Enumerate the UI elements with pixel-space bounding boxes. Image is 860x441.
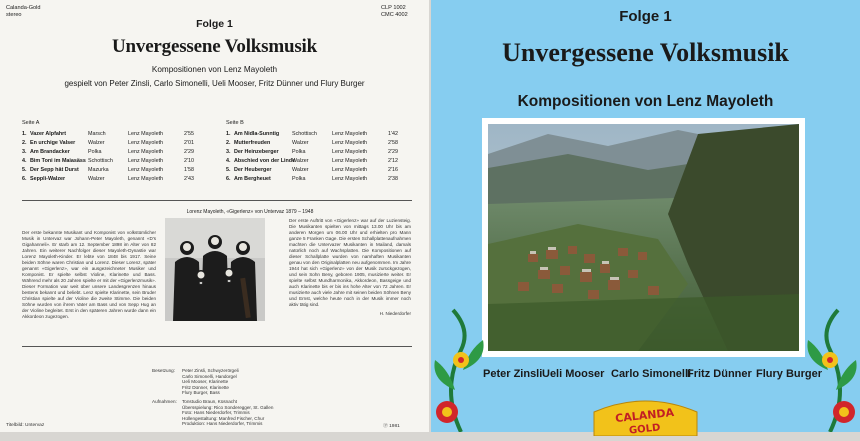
credits-values: [182, 399, 273, 427]
catalog-number-lp: CLP 1002: [381, 5, 406, 11]
credits-line: Foto: Hans Niederdorfer, Trimmis: [182, 410, 250, 416]
credits-values: [182, 368, 239, 396]
credits-line: Flury Burger, Bass: [182, 390, 220, 396]
track-title: Seppli-Walzer: [30, 176, 66, 182]
track-composer: Lenz Mayoleth: [128, 140, 164, 146]
front-performer-5: Flury Burger: [756, 368, 823, 380]
credits-group: [152, 368, 382, 396]
track-title: Am Nidla-Sunntig: [234, 131, 280, 137]
catalog-number-mc: CMC 4002: [381, 12, 408, 18]
side-a-label: Seite A: [22, 120, 40, 126]
track-time: 2'01: [184, 140, 195, 146]
label-block: [6, 5, 41, 19]
track-no: 2.: [22, 140, 27, 146]
track-type: Walzer: [292, 158, 309, 164]
track-type: Schottisch: [292, 131, 317, 137]
track-title: Der Heuberger: [234, 167, 272, 173]
track-composer: Lenz Mayoleth: [332, 158, 368, 164]
track-time: 1'42: [388, 131, 399, 137]
calanda-gold-logo: [588, 392, 703, 436]
back-subtitle: Kompositionen von Lenz Mayoleth: [151, 65, 278, 74]
track-composer: Lenz Mayoleth: [332, 140, 368, 146]
track-time: 2'58: [388, 140, 399, 146]
track-composer: Lenz Mayoleth: [128, 149, 164, 155]
track-composer: Lenz Mayoleth: [128, 131, 164, 137]
cover-photo-credit: Titelbild: Untervaz: [6, 423, 45, 428]
track-composer: Lenz Mayoleth: [332, 167, 368, 173]
credits-group: [152, 399, 382, 427]
track-time: 2'16: [388, 167, 399, 173]
right-flower-ornament: [790, 300, 860, 432]
track-no: 5.: [22, 167, 27, 173]
front-performer-4: Fritz Dünner: [687, 368, 752, 380]
credits-line: Produktion: Hans Niederdorfer, Trimmis: [182, 421, 263, 427]
back-performers: gespielt von Peter Zinsli, Carlo Simonelli, Ueli Mooser, Fritz Dünner und Flury Burger: [64, 79, 365, 88]
track-time: 2'43: [184, 176, 195, 182]
track-time: 2'29: [388, 149, 399, 155]
front-performer-3: Carlo Simonelli: [611, 368, 692, 380]
track-title: Am Brandacker: [30, 149, 70, 155]
back-title: Unvergessene Volksmusik: [112, 36, 317, 57]
track-title: Vazer Alpfahrt: [30, 131, 67, 137]
credits-line: Carlo Simonelli, Handorgel: [182, 373, 237, 379]
track-title: Mutterfreuden: [234, 140, 271, 146]
track-no: 1.: [226, 131, 231, 137]
track-composer: Lenz Mayoleth: [128, 167, 164, 173]
catalog-block: [381, 5, 408, 19]
track-type: Marsch: [88, 131, 106, 137]
credits-key: Besetzung:: [152, 368, 175, 373]
track-type: Polka: [292, 176, 306, 182]
front-subtitle: Kompositionen von Lenz Mayoleth: [517, 93, 774, 110]
track-type: Walzer: [88, 176, 105, 182]
front-folge: Folge 1: [619, 8, 672, 25]
svg-text:CALANDA: CALANDA: [614, 405, 675, 426]
track-time: 2'55: [184, 131, 195, 137]
copyright-notice: Ⓟ 1981: [383, 424, 400, 429]
track-type: Walzer: [292, 140, 309, 146]
credits-line: Fritz Dünner, Klarinette: [182, 384, 229, 390]
divider-rule-lower: [22, 346, 412, 347]
track-time: 1'58: [184, 167, 195, 173]
track-title: En urchige Valser: [30, 140, 76, 146]
track-title: Bim Toni im Maiasäss: [30, 158, 86, 164]
track-no: 4.: [226, 158, 231, 164]
side-b-label: Seite B: [226, 120, 244, 126]
credits-block: [152, 368, 382, 430]
credits-line: Ueli Mooser, Klarinette: [182, 379, 229, 385]
track-type: Mazurka: [88, 167, 109, 173]
track-composer: Lenz Mayoleth: [128, 176, 164, 182]
history-text-right-body: Der erste Auftritt von «Gigerlenz» war auf der Luziensteig. Die Musikanten spielten von mittags 13.00 Uhr bis am anderen Morgen um 06.00 Uhr und erhielten pro Mann ganze 5 Franken Gage. Die ersten Schallplattenaufnahmen machten die Untervazer Musikanten in Mailand, damals natürlich noch auf Wachsplatten. Die Kompositionen auf dieser Schallplatte wurden von namhaften Musikanten genau von den Originalplatten neu aufgenommen. Im Jahre 1944 hat sich «Gigerlenz» von der Musik zurückgezogen, und sein Sohn Beny, geboren 1905, musizierte weiter. Er spielte selbst Mundharmonika, Akkordeon, Bassgeige und auch Klarinette bis er bis ins hohe Alter von 72 Jahren. Er musizierte auch viele Jahre mit seinen beiden Söhnen Beny und Ernst, welche heute noch in der Musik immer noch aktiv tätig sind.: [289, 218, 411, 307]
track-title: Am Bergheuet: [234, 176, 271, 182]
historic-band-photo: [165, 218, 265, 321]
track-no: 6.: [22, 176, 27, 182]
village-landscape-photo: [482, 118, 805, 357]
label-stereo: stereo: [6, 12, 22, 18]
track-composer: Lenz Mayoleth: [332, 176, 368, 182]
track-no: 4.: [22, 158, 27, 164]
history-text-right: [289, 218, 411, 317]
credits-line: Peter Zinsli, Schwyzerörgeli: [182, 368, 239, 373]
left-flower-ornament: [431, 300, 501, 432]
photo-caption: Lorenz Mayoleth, «Gigerlenz» von Untervaz 1879 – 1948: [186, 209, 314, 215]
credits-line: Hüllengestaltung: Manfred Fischer, Chur: [182, 415, 265, 421]
track-type: Walzer: [88, 140, 105, 146]
track-no: 1.: [22, 131, 27, 137]
track-type: Walzer: [292, 167, 309, 173]
track-composer: Lenz Mayoleth: [332, 149, 368, 155]
track-no: 3.: [22, 149, 27, 155]
track-no: 2.: [226, 140, 231, 146]
front-performer-1: Peter Zinsli: [483, 368, 543, 380]
history-signature: H. Niederdorfer: [379, 311, 411, 316]
svg-text:GOLD: GOLD: [628, 422, 661, 436]
track-title: Der Heinzeberger: [234, 149, 279, 155]
track-no: 6.: [226, 176, 231, 182]
front-cover: [431, 0, 860, 436]
divider-rule: [22, 200, 412, 201]
track-title: Abschied von der Linde: [234, 158, 296, 164]
label-name: Calanda-Gold: [6, 5, 41, 11]
track-composer: Lenz Mayoleth: [332, 131, 368, 137]
track-time: 2'29: [184, 149, 195, 155]
track-type: Polka: [292, 149, 306, 155]
back-folge: Folge 1: [196, 18, 233, 30]
front-performer-2: Ueli Mooser: [542, 368, 605, 380]
front-title: Unvergessene Volksmusik: [502, 38, 789, 67]
history-text-left: Der erste bekannte Musikant und Komponist von volkstümlicher Musik in Untervaz war Johann-Peter Mayoleth, genannt «D's Gigahanneli». Er starb am 12. September 1898 im Alter von 82 Jahren. Ein weiterer Nachfolger dieser Mayoleth-Dynastie war Lorenz Mayoleth-Kinder. Er lebte von 1848 bis 1917. Seine beiden Söhne waren Christian und Lorenz. Dieser Lorenz, später genannt «Gigerlenz», war ein ausgezeichneter Musiker und Komponist. Er spielte selbst Violine, Klarinette und Bass. Während mehr als 20 Jahren spielte er mit der «Gigerlenzmusik». Dieser Formation war weit über unsere Landesgrenzen hinaus bestens bekannt und beliebt. Lenz spielte Klarinette, sein Bruder Christian spielte auf der Violine die zweite Stimme. Die beiden Söhne wurden von ihrem Vater am Bass und von Sepp Hug an der Violine begleitet. Erst in den späteren Jahren wurde dann ein Akkordeon zugezogen.: [22, 230, 156, 319]
back-cover: [0, 0, 429, 432]
track-no: 3.: [226, 149, 231, 155]
track-time: 2'10: [184, 158, 195, 164]
credits-line: Übersspielung: Rico Sonderegger, St. Gallen: [182, 404, 274, 410]
track-type: Schottisch: [88, 158, 113, 164]
credits-key: Aufnahmen:: [152, 398, 177, 404]
track-type: Polka: [88, 149, 102, 155]
track-composer: Lenz Mayoleth: [128, 158, 164, 164]
credits-line: Tonstudio Braun, Küsnacht: [182, 398, 237, 404]
track-no: 5.: [226, 167, 231, 173]
track-title: Der Sepp hät Durst: [30, 167, 79, 173]
track-time: 2'12: [388, 158, 399, 164]
track-time: 2'38: [388, 176, 399, 182]
